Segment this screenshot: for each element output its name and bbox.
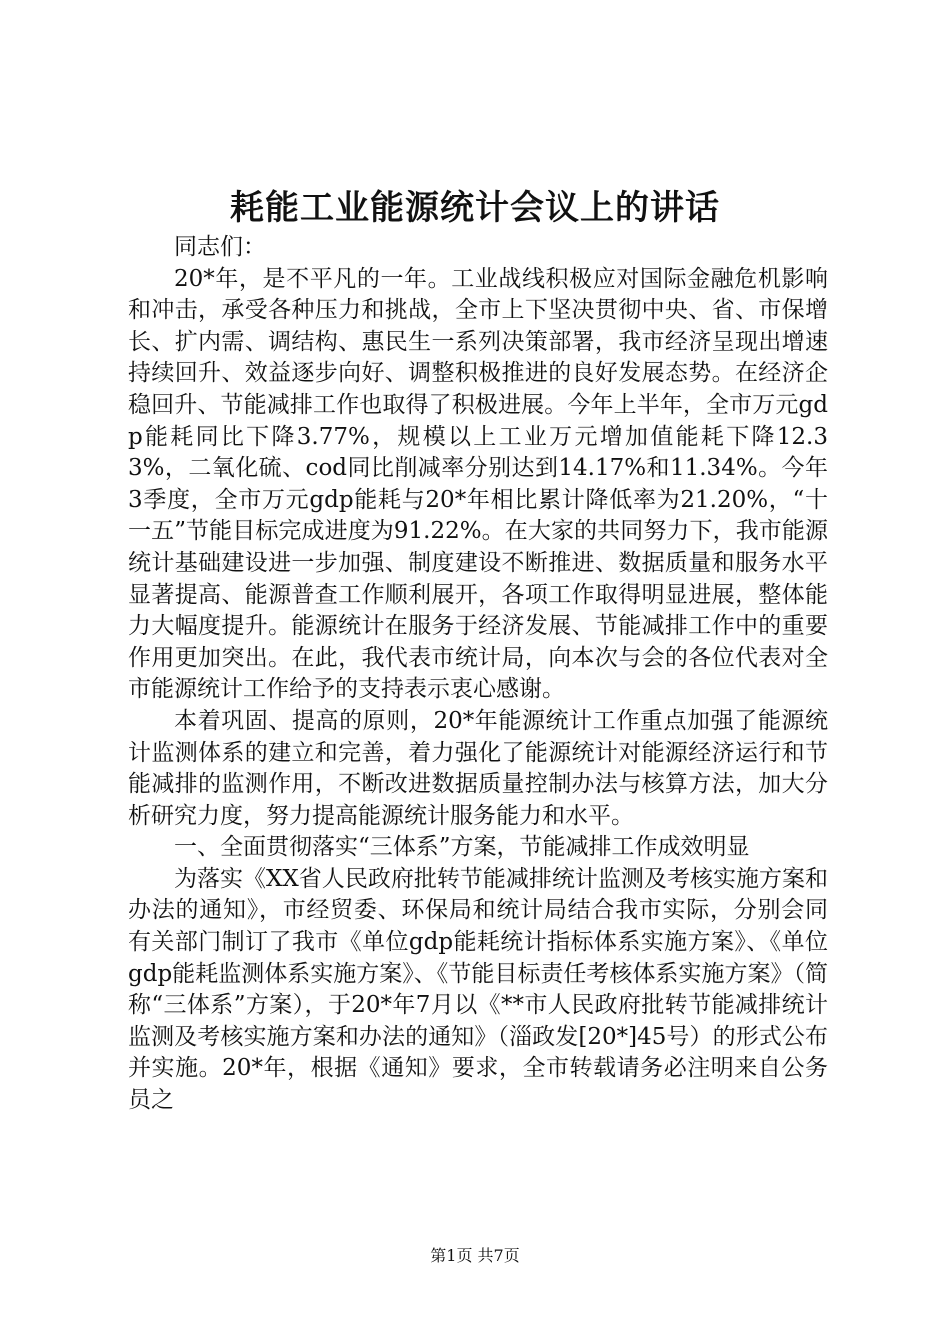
body-paragraph: 20*年，是不平凡的一年。工业战线积极应对国际金融危机影响和冲击，承受各种压力和挑战，全市上下坚决贯彻中央、省、市保增长、扩内需、调结构、惠民生一系列决策部署，我市经济呈现出增速持续回升、效益逐步向好、调整积极推进的良好发展态势。在经济企稳回升、节能减排工作也取得了积极进展。今年上半年，全市万元gdp能耗同比下降3.77%，规模以上工业万元增加值能耗下降12.33%，二氧化硫、cod同比削减率分别达到14.17%和11.34%。今年3季度，全市万元gdp能耗与20*年相比累计降低率为21.20%，“十一五”节能目标完成进度为91.22%。在大家的共同努力下，我市能源统计基础建设进一步加强、制度建设不断推进、数据质量和服务水平显著提高、能源普查工作顺利展开，各项工作取得明显进展，整体能力大幅度提升。能源统计在服务于经济发展、节能减排工作中的重要作用更加突出。在此，我代表市统计局，向本次与会的各位代表对全市能源统计工作给予的支持表示衷心感谢。 — [128, 265, 828, 703]
page-footer: 第1页 共7页 — [430, 1246, 520, 1265]
salutation: 同志们： — [174, 234, 266, 260]
document-body — [128, 232, 828, 1117]
section-heading: 一、全面贯彻落实“三体系”方案，节能减排工作成效明显 — [174, 834, 750, 861]
body-paragraph: 为落实《XX省人民政府批转节能减排统计监测及考核实施方案和办法的通知》，市经贸委、环保局和统计局结合我市实际，分别会同有关部门制订了我市《单位gdp能耗统计指标体系实施方案》、《单位gdp能耗监测体系实施方案》、《节能目标责任考核体系实施方案》（简称“三体系”方案），于20*年7月以《**市人民政府批转节能减排统计监测及考核实施方案和办法的通知》（淄政发[20*]45号）的形式公布并实施。20*年，根据《通知》要求，全市转载请务必注明来自公务员之 — [128, 865, 828, 1114]
document-title: 耗能工业能源统计会议上的讲话 — [230, 188, 720, 228]
body-paragraph: 本着巩固、提高的原则，20*年能源统计工作重点加强了能源统计监测体系的建立和完善，着力强化了能源统计对能源经济运行和节能减排的监测作用，不断改进数据质量控制办法与核算方法，加大分析研究力度，努力提高能源统计服务能力和水平。 — [128, 707, 828, 829]
